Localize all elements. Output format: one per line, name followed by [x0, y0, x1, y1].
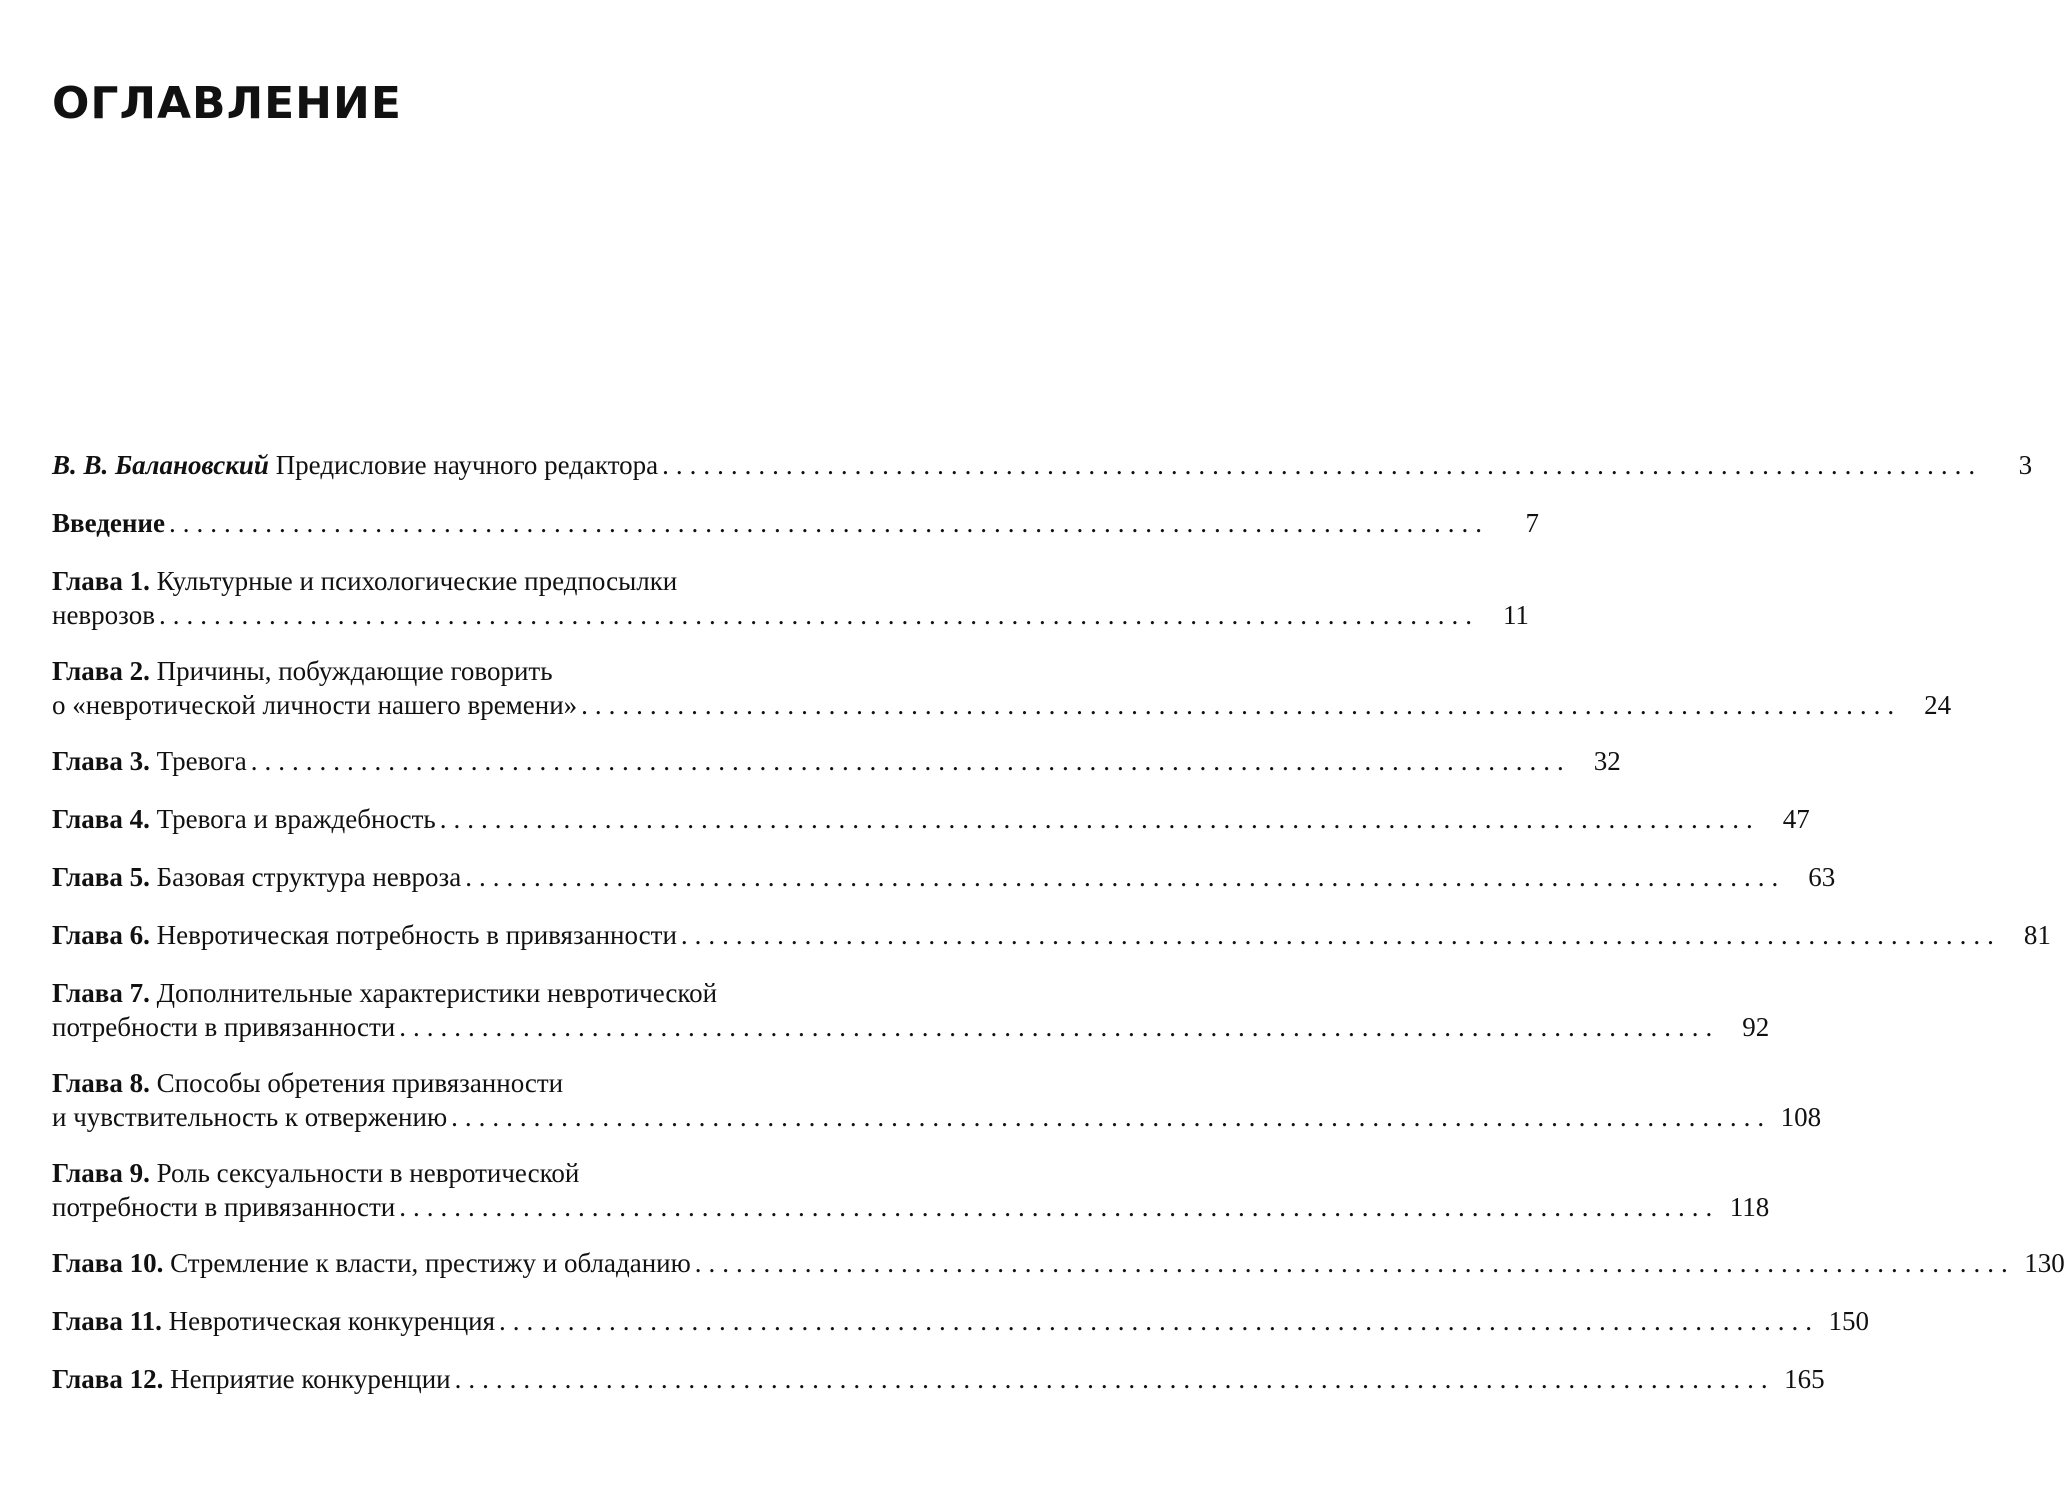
- toc-page-number: 7: [1525, 508, 1539, 538]
- toc-title: Тревога: [156, 746, 247, 776]
- toc-chapter-label: Глава 1.: [52, 566, 150, 596]
- toc-page-number: 130: [2024, 1248, 2065, 1278]
- toc-page-number: 92: [1742, 1012, 1770, 1042]
- toc-title-line-2: и чувствительность к отвержению: [52, 1102, 448, 1132]
- dot-leader: ................................................................................................: [451, 1102, 1772, 1132]
- toc-chapter-label: Глава 2.: [52, 656, 150, 686]
- toc-title-line-1: Роль сексуальности в невротической: [156, 1158, 580, 1188]
- toc-entry-chapter-8[interactable]: [52, 1066, 1822, 1134]
- toc-title: Предисловие научного редактора: [275, 450, 659, 480]
- toc-chapter-label: Глава 8.: [52, 1068, 150, 1098]
- toc-page-number: 81: [2023, 920, 2051, 950]
- dot-leader: ................................................................................................: [581, 690, 1902, 720]
- dot-leader: ................................................................................................: [662, 450, 1983, 480]
- toc-chapter-label: Глава 5.: [52, 862, 150, 892]
- toc-chapter-label: Глава 7.: [52, 978, 150, 1008]
- toc-list: [52, 448, 2065, 1420]
- dot-leader: ................................................................................................: [465, 862, 1786, 892]
- toc-title-line-1: Культурные и психологические предпосылки: [156, 566, 678, 596]
- toc-entry-foreword[interactable]: [52, 448, 2033, 482]
- toc-entry-chapter-6[interactable]: [52, 918, 2051, 952]
- toc-title-line-1: Дополнительные характеристики невротической: [156, 978, 718, 1008]
- toc-entry-chapter-12[interactable]: [52, 1362, 1825, 1396]
- toc-title: Тревога и враждебность: [156, 804, 436, 834]
- toc-title: Базовая структура невроза: [156, 862, 462, 892]
- toc-heading: ОГЛАВЛЕНИЕ: [52, 78, 402, 129]
- toc-page-number: 165: [1784, 1364, 1825, 1394]
- toc-title: Невротическая конкуренция: [168, 1306, 496, 1336]
- toc-entry-chapter-3[interactable]: [52, 744, 1621, 778]
- dot-leader: ................................................................................................: [399, 1012, 1720, 1042]
- toc-title-line-2: потребности в привязанности: [52, 1192, 396, 1222]
- toc-chapter-label: Глава 10.: [52, 1248, 164, 1278]
- toc-entry-chapter-1[interactable]: [52, 564, 1529, 632]
- toc-entry-chapter-4[interactable]: [52, 802, 1810, 836]
- toc-title-line-2: потребности в привязанности: [52, 1012, 396, 1042]
- toc-page-number: 118: [1729, 1192, 1770, 1222]
- dot-leader: ................................................................................................: [694, 1248, 2015, 1278]
- toc-page-number: 24: [1924, 690, 1952, 720]
- dot-leader: ................................................................................................: [454, 1364, 1775, 1394]
- toc-page-number: 150: [1828, 1306, 1870, 1336]
- toc-title: Невротическая потребность в привязанности: [156, 920, 677, 950]
- toc-page-number: 3: [2018, 450, 2033, 480]
- toc-title: Стремление к власти, престижу и обладанию: [170, 1248, 691, 1278]
- toc-entry-chapter-7[interactable]: [52, 976, 1770, 1044]
- toc-author: В. В. Балановский: [52, 450, 269, 480]
- toc-page-number: 32: [1593, 746, 1621, 776]
- toc-page-number: 63: [1808, 862, 1836, 892]
- toc-entry-introduction[interactable]: [52, 506, 1539, 540]
- toc-title-line-1: Причины, побуждающие говорить: [156, 656, 553, 686]
- toc-chapter-label: Глава 4.: [52, 804, 150, 834]
- dot-leader: ................................................................................................: [499, 1306, 1820, 1336]
- toc-title: Введение: [52, 508, 165, 538]
- toc-entry-chapter-5[interactable]: [52, 860, 1836, 894]
- toc-page-number: 108: [1780, 1102, 1822, 1132]
- toc-page-number: 11: [1502, 600, 1529, 630]
- dot-leader: ................................................................................................: [680, 920, 2001, 950]
- toc-chapter-label: Глава 9.: [52, 1158, 150, 1188]
- toc-title-line-2: неврозов: [52, 600, 155, 630]
- toc-entry-chapter-9[interactable]: [52, 1156, 1770, 1224]
- toc-chapter-label: Глава 11.: [52, 1306, 162, 1336]
- dot-leader: ................................................................................................: [250, 746, 1571, 776]
- toc-entry-chapter-10[interactable]: [52, 1246, 2065, 1280]
- toc-page-number: 47: [1782, 804, 1810, 834]
- toc-entry-chapter-2[interactable]: [52, 654, 1952, 722]
- dot-leader: ................................................................................................: [439, 804, 1760, 834]
- dot-leader: ................................................................................................: [399, 1192, 1720, 1222]
- dot-leader: ................................................................................................: [168, 508, 1489, 538]
- toc-title-line-2: о «невротической личности нашего времени»: [52, 690, 578, 720]
- toc-chapter-label: Глава 6.: [52, 920, 150, 950]
- toc-chapter-label: Глава 12.: [52, 1364, 164, 1394]
- toc-title: Неприятие конкуренции: [170, 1364, 451, 1394]
- dot-leader: ................................................................................................: [158, 600, 1479, 630]
- toc-chapter-label: Глава 3.: [52, 746, 150, 776]
- toc-entry-chapter-11[interactable]: [52, 1304, 1870, 1338]
- toc-title-line-1: Способы обретения привязанности: [156, 1068, 564, 1098]
